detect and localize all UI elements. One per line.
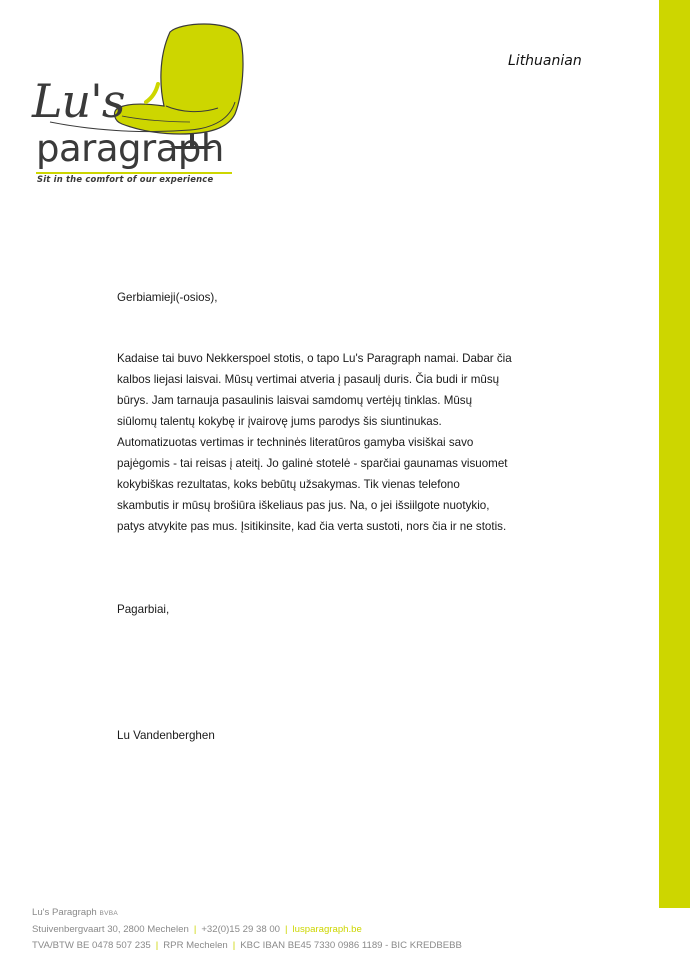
footer-company-suffix: BVBA [99,910,118,917]
letter-body: Kadaise tai buvo Nekkerspoel stotis, o tapo Lu's Paragraph namai. Dabar čia kalbos liejasi laisvai. Mūsų vertimai atveria į pasaulį duris. Čia budi ir mūsų būrys. Jam tarnauja pasaulinis laisvai samdomų vertėjų tinklas. Mūsų siūlomų talentų kokybę ir įvairovę jums parodys šis siuntinukas. Automatizuotas vertimas ir techninės literatūros gamyba visiškai savo pajėgomis - tai reisas į ateitį. Jo galinė stotelė - sparčiai gaunamas visuomet kokybiškas rezultatas, koks bebūtų užsakymas. Tik vienas telefono skambutis ir mūsų brošiūra iškeliaus pas jus. Na, o jei išsiilgote nuotykio, patys atvykite pas mus. Įsitikinsite, kad čia verta sustoti, nors čia ir ne stotis. [117,352,512,533]
logo-lus-text: Lu's [32,74,125,128]
footer-separator: | [193,924,197,935]
logo-tagline: Sit in the comfort of our experience [37,174,214,184]
footer-phone: +32(0)15 29 38 00 [201,924,280,935]
footer-company: Lu's Paragraph [32,907,97,918]
footer-line-3 [32,938,462,954]
letter-signature: Lu Vandenberghen [117,729,215,742]
logo-paragraph-text: paragraph [36,127,224,170]
footer-separator: | [285,924,288,935]
accent-side-bar [659,0,690,908]
footer-line-2 [32,922,462,938]
footer-vat: TVA/BTW BE 0478 507 235 [32,940,151,951]
letterhead-footer [32,905,462,954]
letter-salutation: Gerbiamieji(-osios), [117,291,218,304]
footer-rpr: RPR Mechelen [163,940,228,951]
footer-separator: | [232,940,236,951]
footer-line-1 [32,905,462,922]
letter-closing: Pagarbiai, [117,603,170,616]
footer-separator: | [155,940,159,951]
footer-bank: KBC IBAN BE45 7330 0986 1189 - BIC KREDBEBB [240,940,462,951]
company-logo [30,22,245,187]
footer-address: Stuivenbergvaart 30, 2800 Mechelen [32,924,189,935]
language-label: Lithuanian [508,53,582,69]
footer-website-link[interactable]: lusparagraph.be [292,924,362,935]
